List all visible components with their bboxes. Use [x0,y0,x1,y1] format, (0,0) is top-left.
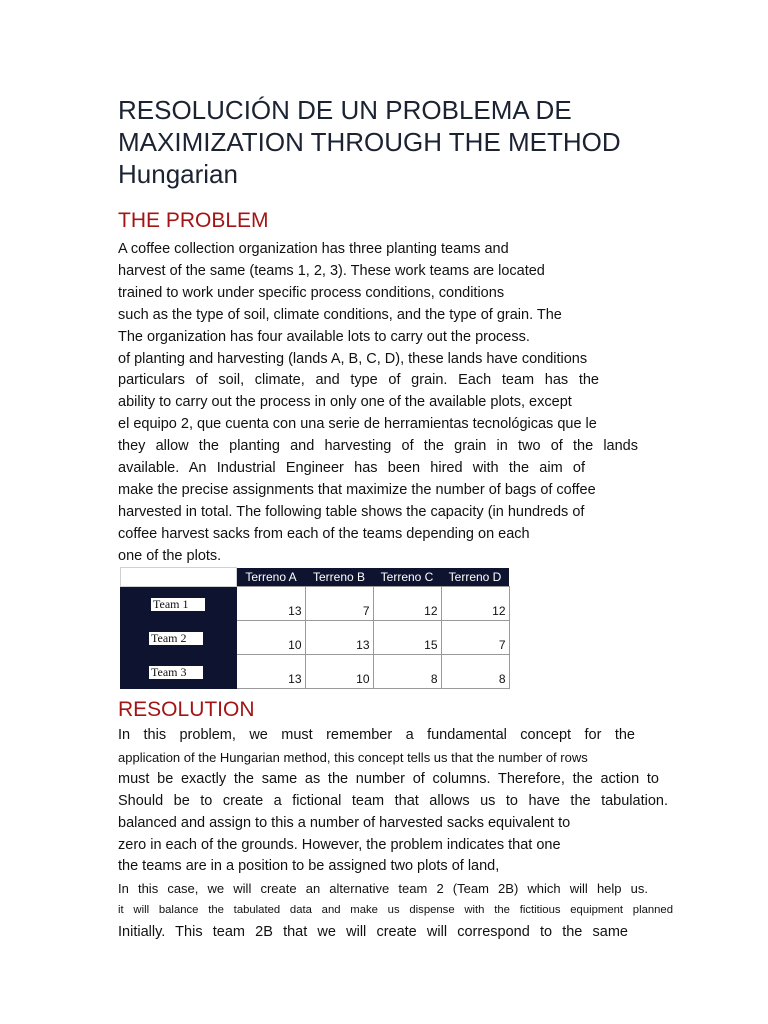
paragraph-line: particulars of soil, climate, and type of grain. Each team has the [118,372,599,389]
table-corner-cell [121,568,237,587]
paragraph-line: el equipo 2, que cuenta con una serie de herramientas tecnológicas que le [118,416,597,433]
row-header [121,587,237,621]
paragraph-line: coffee harvest sacks from each of the teams depending on each [118,525,530,542]
resolution-paragraph [118,725,678,944]
paragraph-line: In this problem, we must remember a fundamental concept for the [118,727,635,743]
document-title [118,94,678,190]
paragraph-line: application of the Hungarian method, this concept tells us that the number of rows [118,749,588,765]
column-header: Terreno C [373,568,441,587]
table-cell: 13 [237,587,306,621]
title-line-3: Hungarian [118,159,238,189]
row-label: Team 2 [149,632,203,645]
paragraph-line: harvest of the same (teams 1, 2, 3). These work teams are located [118,262,545,279]
row-header [121,621,237,655]
title-line-1: RESOLUCIÓN DE UN PROBLEMA DE [118,95,572,125]
table-cell: 8 [373,655,441,689]
paragraph-line: they allow the planting and harvesting of the grain in two of the lands [118,438,638,455]
paragraph-line: A coffee collection organization has three planting teams and [118,241,509,257]
paragraph-line: zero in each of the grounds. However, the problem indicates that one [118,836,561,853]
paragraph-line: Should be to create a fictional team that allows us to have the tabulation. [118,792,668,809]
capacity-table [120,567,510,689]
paragraph-line: harvested in total. The following table shows the capacity (in hundreds of [118,503,585,520]
paragraph-line: available. An Industrial Engineer has been hired with the aim of [118,460,585,477]
table-row [121,621,510,655]
row-header [121,655,237,689]
table-cell: 7 [441,621,509,655]
table-cell: 10 [237,621,306,655]
column-header: Terreno D [441,568,509,587]
title-line-2: MAXIMIZATION THROUGH THE METHOD [118,127,621,157]
paragraph-line: balanced and assign to this a number of harvested sacks equivalent to [118,814,571,831]
table-cell: 10 [305,655,373,689]
paragraph-line: one of the plots. [118,547,222,564]
row-label: Team 1 [151,598,205,611]
table-header-row [121,568,510,587]
column-header: Terreno A [237,568,306,587]
paragraph-line: make the precise assignments that maximize the number of bags of coffee [118,481,596,498]
table-cell: 15 [373,621,441,655]
paragraph-line: The organization has four available lots to carry out the process. [118,328,530,345]
table-cell: 12 [441,587,509,621]
row-label: Team 3 [149,666,203,679]
table-cell: 13 [305,621,373,655]
paragraph-line: In this case, we will create an alternative team 2 (Team 2B) which will help us. [118,881,648,897]
paragraph-line: must be exactly the same as the number of columns. Therefore, the action to [118,770,659,787]
resolution-heading: RESOLUTION [118,698,255,721]
table-cell: 12 [373,587,441,621]
paragraph-line: of planting and harvesting (lands A, B, C, D), these lands have conditions [118,350,588,367]
table-cell: 7 [305,587,373,621]
table-cell: 13 [237,655,306,689]
column-header: Terreno B [305,568,373,587]
paragraph-line: it will balance the tabulated data and make us dispense with the fictitious equipment planned [118,904,673,917]
paragraph-line: the teams are in a position to be assigned two plots of land, [118,858,500,875]
paragraph-line: ability to carry out the process in only one of the available plots, except [118,394,572,411]
table-cell: 8 [441,655,509,689]
table-row [121,655,510,689]
problem-heading: THE PROBLEM [118,209,269,232]
problem-paragraph [118,239,678,568]
paragraph-line: Initially. This team 2B that we will create will correspond to the same [118,924,628,941]
paragraph-line: trained to work under specific process conditions, conditions [118,284,505,301]
paragraph-line: such as the type of soil, climate conditions, and the type of grain. The [118,306,562,323]
table-row [121,587,510,621]
